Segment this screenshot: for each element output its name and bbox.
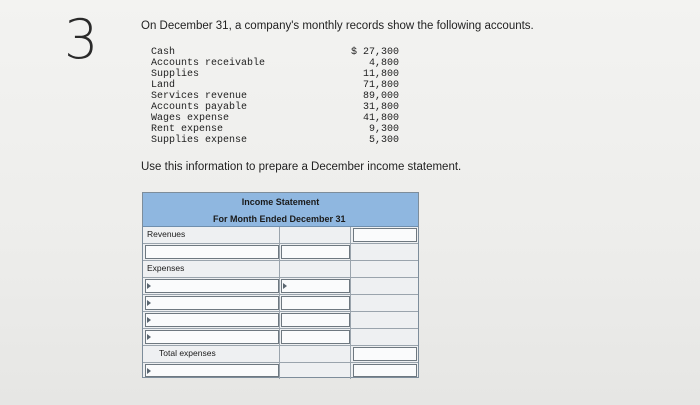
amount-input[interactable]: [353, 347, 417, 361]
amount-cell: [351, 261, 418, 277]
amount-cell: [280, 244, 351, 260]
amount-input[interactable]: [281, 313, 350, 327]
amount-cell: [280, 278, 351, 294]
account-select[interactable]: [145, 364, 279, 377]
amount-cell: [280, 295, 351, 311]
label-cell: [143, 363, 280, 379]
dropdown-arrow-icon: [147, 368, 151, 374]
account-row: [151, 58, 399, 69]
label-cell: [143, 278, 280, 294]
account-name: Services revenue: [151, 91, 248, 102]
revenues-label: Revenues: [147, 229, 186, 239]
statement-header: [143, 193, 418, 227]
amount-cell: [351, 346, 418, 362]
account-name: Supplies expense: [151, 135, 248, 146]
account-row: [151, 47, 399, 58]
amount-cell: [351, 244, 418, 260]
amount-input[interactable]: [353, 364, 417, 377]
amount-cell: [351, 278, 418, 294]
table-row: [143, 261, 418, 278]
table-row: [143, 312, 418, 329]
amount-input[interactable]: [281, 330, 350, 344]
expenses-label: Expenses: [147, 263, 185, 273]
account-name: Accounts receivable: [151, 58, 266, 69]
account-row: [151, 91, 399, 102]
table-row: [143, 278, 418, 295]
label-cell: [143, 312, 280, 328]
table-row: [143, 363, 418, 380]
account-amount: 71,800: [362, 80, 399, 91]
amount-cell: [280, 346, 351, 362]
income-statement-table: [142, 192, 419, 378]
dropdown-arrow-icon: [147, 334, 151, 340]
label-cell: [143, 346, 280, 362]
total-expenses-label: Total expenses: [159, 348, 216, 358]
dropdown-arrow-icon: [283, 283, 287, 289]
amount-cell: [351, 329, 418, 345]
table-row: [143, 329, 418, 346]
account-amount: 5,300: [368, 135, 399, 146]
label-cell: [143, 261, 280, 277]
amount-cell: [280, 363, 351, 379]
account-name: Rent expense: [151, 124, 224, 135]
account-amount: 4,800: [368, 58, 399, 69]
amount-cell: [280, 227, 351, 243]
account-row: [151, 135, 399, 146]
account-amount: 89,000: [362, 91, 399, 102]
account-name: Supplies: [151, 69, 200, 80]
amount-cell: [351, 295, 418, 311]
amount-cell: [351, 227, 418, 243]
statement-title: Income Statement: [241, 197, 320, 207]
table-row: [143, 346, 418, 363]
account-row: [151, 124, 399, 135]
account-name: Accounts payable: [151, 102, 248, 113]
table-row: [143, 244, 418, 261]
account-amount: 11,800: [362, 69, 399, 80]
table-row: [143, 295, 418, 312]
dropdown-arrow-icon: [147, 317, 151, 323]
amount-cell: [351, 363, 418, 379]
account-name: Land: [151, 80, 176, 91]
account-row: [151, 69, 399, 80]
account-amount: 31,800: [362, 102, 399, 113]
amount-cell: [280, 261, 351, 277]
table-row: [143, 227, 418, 244]
account-amount: 9,300: [368, 124, 399, 135]
account-name: Cash: [151, 47, 176, 58]
account-row: [151, 113, 399, 124]
amount-input[interactable]: [281, 245, 350, 259]
amount-input[interactable]: [353, 228, 417, 242]
accounts-list: [151, 47, 399, 146]
account-select[interactable]: [145, 279, 279, 293]
dropdown-arrow-icon: [147, 283, 151, 289]
label-cell: [143, 227, 280, 243]
label-cell: [143, 295, 280, 311]
account-amount: 41,800: [362, 113, 399, 124]
account-name: Wages expense: [151, 113, 230, 124]
account-select[interactable]: [145, 313, 279, 327]
amount-cell: [280, 312, 351, 328]
dropdown-arrow-icon: [147, 300, 151, 306]
account-row: [151, 102, 399, 113]
amount-input[interactable]: [281, 296, 350, 310]
instruction-text: Use this information to prepare a December income statement.: [141, 161, 462, 173]
question-prompt: On December 31, a company's monthly records show the following accounts.: [141, 20, 534, 32]
amount-cell: [351, 312, 418, 328]
account-amount: $ 27,300: [350, 47, 399, 58]
amount-input[interactable]: [281, 279, 350, 293]
statement-subtitle: For Month Ended December 31: [213, 214, 346, 224]
label-cell: [143, 244, 280, 260]
account-row: [151, 80, 399, 91]
account-select[interactable]: [145, 245, 279, 259]
label-cell: [143, 329, 280, 345]
question-number: 3: [64, 8, 99, 71]
amount-cell: [280, 329, 351, 345]
account-select[interactable]: [145, 296, 279, 310]
account-select[interactable]: [145, 330, 279, 344]
